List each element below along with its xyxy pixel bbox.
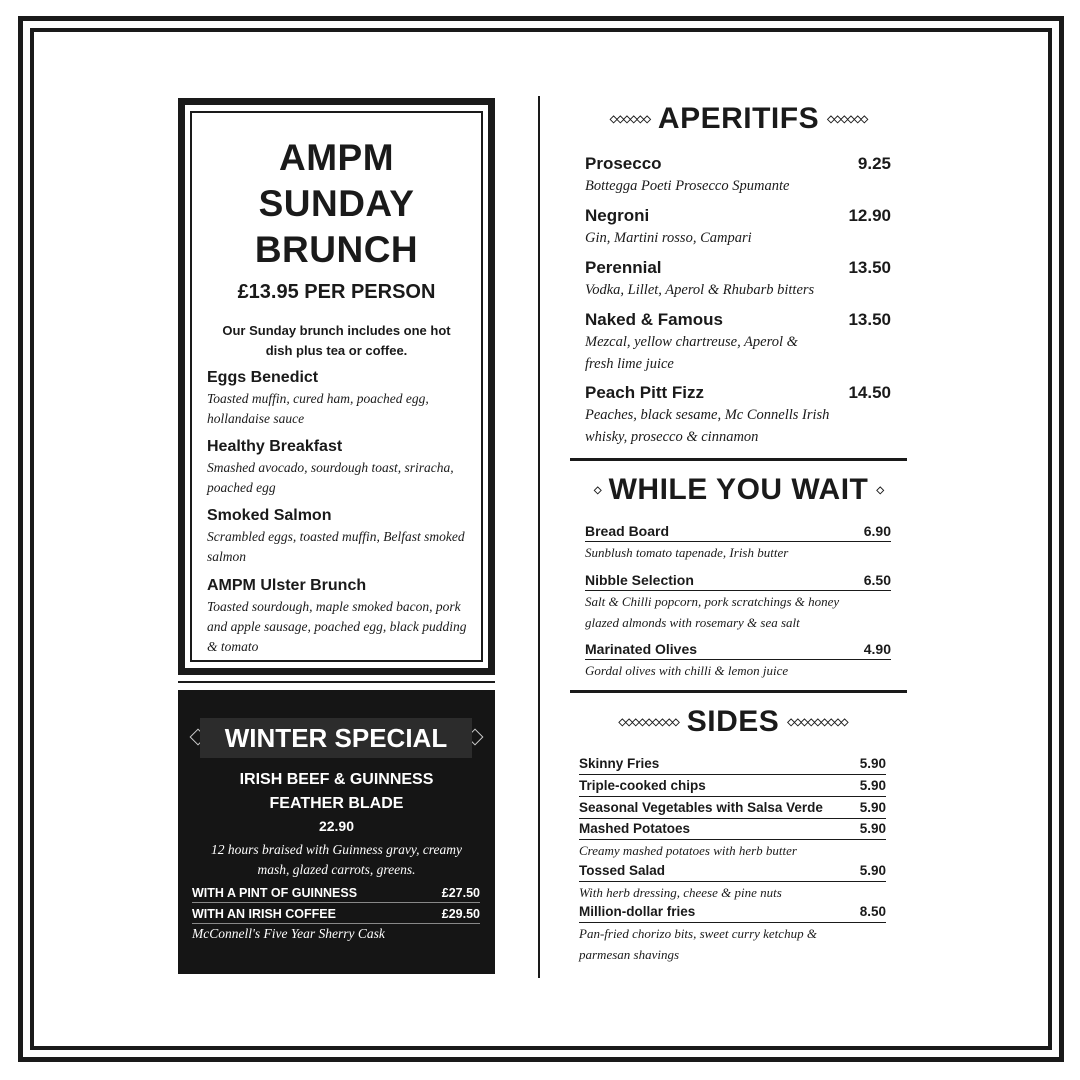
winter-extra-label: WITH A PINT OF GUINNESS	[192, 886, 358, 900]
while-you-wait-item	[585, 521, 891, 563]
diamond-chain-icon: ◇◇◇◇◇◇◇◇◇	[787, 716, 848, 728]
winter-dish-name	[178, 768, 495, 816]
item-name: Tossed Salad	[579, 863, 666, 878]
sides-header	[570, 703, 896, 741]
item-price: 14.50	[848, 383, 891, 402]
diamond-icon: ◇	[876, 484, 884, 496]
side-item	[579, 776, 886, 797]
item-price: 5.90	[859, 800, 886, 815]
winter-dish-price: 22.90	[318, 818, 355, 834]
column-divider	[538, 96, 540, 978]
item-name: Mashed Potatoes	[579, 821, 691, 836]
diamond-chain-icon: ◇◇◇◇◇◇◇◇◇	[618, 716, 679, 728]
item-description: With herb dressing, cheese & pine nuts	[579, 885, 782, 900]
while-you-wait-item	[585, 639, 891, 681]
item-price: 4.90	[863, 641, 891, 657]
brunch-title-line: AMPM	[278, 137, 395, 178]
item-name: Triple-cooked chips	[579, 778, 706, 793]
winter-special-title: WINTER SPECIAL	[200, 718, 472, 758]
item-price: 5.90	[859, 778, 886, 793]
winter-extra-row	[192, 905, 480, 924]
while-you-wait-header	[570, 471, 907, 509]
side-item	[579, 819, 886, 861]
item-description: Salt & Chilli popcorn, pork scratchings & honey glazed almonds with rosemary & sea salt	[585, 594, 840, 630]
brunch-title	[192, 135, 481, 273]
item-name: Nibble Selection	[585, 572, 694, 588]
winter-extra-price: £29.50	[441, 907, 480, 921]
section-title: SIDES	[686, 705, 780, 738]
item-price: 9.25	[857, 154, 891, 173]
winter-footnote: McConnell's Five Year Sherry Cask	[192, 926, 385, 941]
item-description: Mezcal, yellow chartreuse, Aperol & fresh lime juice	[585, 334, 798, 372]
aperitif-item	[585, 382, 891, 448]
diamond-chain-icon: ◇◇◇◇◇◇	[609, 113, 650, 125]
sunday-brunch-panel	[178, 98, 495, 675]
brunch-price: £13.95 PER PERSON	[237, 281, 436, 303]
item-name: Skinny Fries	[579, 756, 660, 771]
item-description: Gin, Martini rosso, Campari	[585, 230, 752, 246]
panel-separator	[178, 681, 495, 683]
item-price: 8.50	[859, 904, 886, 919]
item-name: Million-dollar fries	[579, 904, 696, 919]
item-price: 5.90	[859, 821, 886, 836]
dish-name: AMPM Ulster Brunch	[207, 577, 367, 594]
dish-name: Eggs Benedict	[207, 369, 319, 386]
winter-dish-description: 12 hours braised with Guinness gravy, creamy mash, glazed carrots, greens.	[210, 842, 463, 877]
item-description: Bottegga Poeti Prosecco Spumante	[585, 178, 790, 194]
while-you-wait-item	[585, 570, 891, 633]
item-name: Perennial	[585, 258, 662, 277]
dish-description: Toasted muffin, cured ham, poached egg, hollandaise sauce	[207, 391, 429, 426]
dish-description: Smashed avocado, sourdough toast, sriracha, poached egg	[207, 460, 454, 495]
side-item	[579, 861, 886, 903]
item-description: Creamy mashed potatoes with herb butter	[579, 843, 797, 858]
section-rule	[570, 458, 907, 461]
dish-description: Scrambled eggs, toasted muffin, Belfast smoked salmon	[207, 529, 465, 564]
brunch-dish	[207, 436, 479, 498]
section-rule	[570, 690, 907, 693]
item-name: Negroni	[585, 206, 650, 225]
brunch-title-line: SUNDAY	[258, 183, 415, 224]
winter-dish-line: IRISH BEEF & GUINNESS	[239, 771, 434, 788]
dish-name: Smoked Salmon	[207, 507, 332, 524]
item-description: Sunblush tomato tapenade, Irish butter	[585, 545, 789, 560]
item-price: 12.90	[848, 206, 891, 225]
item-name: Bread Board	[585, 523, 670, 539]
winter-extra-price: £27.50	[441, 886, 480, 900]
winter-extra-label: WITH AN IRISH COFFEE	[192, 907, 336, 921]
item-description: Pan-fried chorizo bits, sweet curry ketchup & parmesan shavings	[579, 926, 817, 962]
winter-special-panel	[178, 690, 495, 974]
item-price: 13.50	[848, 258, 891, 277]
item-price: 6.90	[863, 523, 891, 539]
winter-dish-line: FEATHER BLADE	[269, 795, 404, 812]
brunch-dish	[207, 505, 479, 567]
winter-extra-row	[192, 884, 480, 903]
item-name: Naked & Famous	[585, 310, 723, 329]
diamond-chain-icon: ◇◇◇◇◇◇	[827, 113, 868, 125]
item-price: 5.90	[859, 756, 886, 771]
section-title: APERITIFS	[657, 102, 820, 135]
dish-description: Toasted sourdough, maple smoked bacon, pork and apple sausage, poached egg, black pudding & tomato	[207, 599, 467, 654]
side-item	[579, 798, 886, 819]
item-price: 13.50	[848, 310, 891, 329]
brunch-dish	[207, 367, 479, 429]
sunday-brunch-inner-border	[190, 111, 483, 662]
brunch-note: Our Sunday brunch includes one hot dish plus tea or coffee.	[222, 323, 451, 358]
item-name: Marinated Olives	[585, 641, 698, 657]
item-description: Peaches, black sesame, Mc Connells Irish whisky, prosecco & cinnamon	[585, 407, 830, 445]
aperitif-item	[585, 205, 891, 249]
brunch-title-line: BRUNCH	[254, 229, 419, 270]
side-item	[579, 902, 886, 965]
item-description: Vodka, Lillet, Aperol & Rhubarb bitters	[585, 282, 815, 298]
item-price: 6.50	[863, 572, 891, 588]
aperitif-item	[585, 309, 891, 375]
diamond-icon: ◇	[593, 484, 601, 496]
aperitif-item	[585, 257, 891, 301]
item-description: Gordal olives with chilli & lemon juice	[585, 663, 789, 678]
section-title: WHILE YOU WAIT	[608, 473, 869, 506]
item-name: Peach Pitt Fizz	[585, 383, 705, 402]
aperitif-item	[585, 153, 891, 197]
item-price: 5.90	[859, 863, 886, 878]
brunch-dish	[207, 575, 479, 657]
item-name: Prosecco	[585, 154, 662, 173]
aperitifs-header	[570, 100, 907, 138]
side-item	[579, 754, 886, 775]
item-name: Seasonal Vegetables with Salsa Verde	[579, 800, 823, 815]
dish-name: Healthy Breakfast	[207, 438, 343, 455]
